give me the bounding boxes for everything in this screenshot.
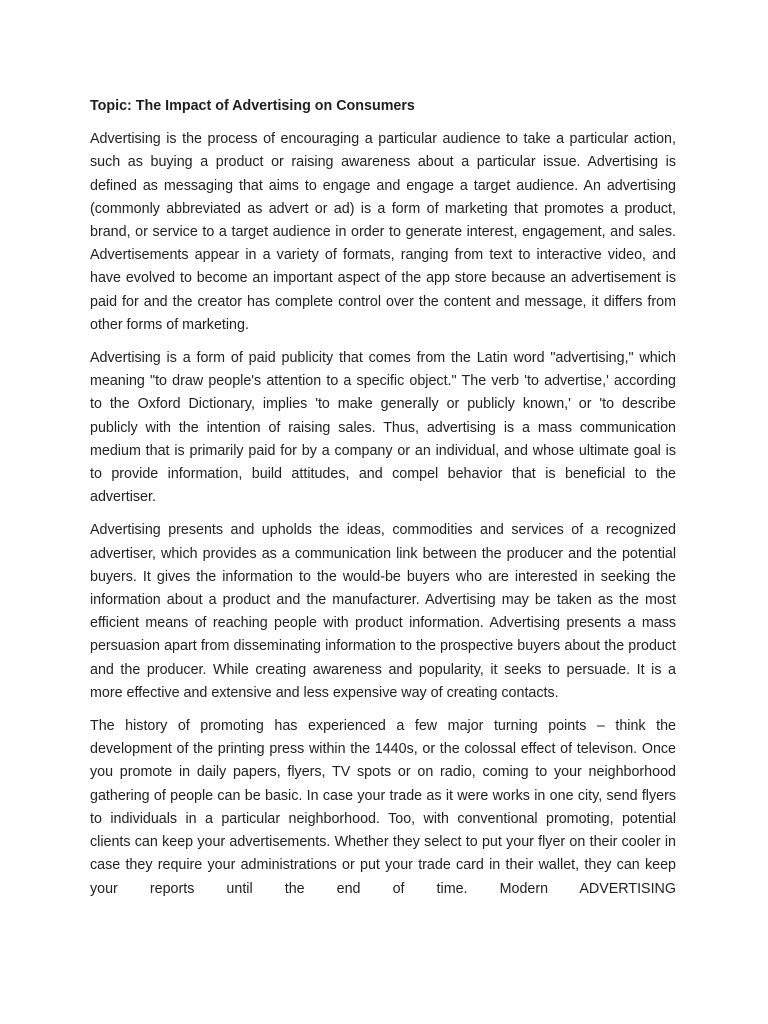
paragraph-1: Advertising is the process of encouraging a particular audience to take a particular action, such as buying a product or raising awareness about a particular issue. Advertising is defined as messaging that aims to engage and engage a target audience. An advertising (commonly abbreviated as advert or ad) is a form of marketing that promotes a product, brand, or service to a target audience in order to generate interest, engagement, and sales. Advertisements appear in a variety of formats, ranging from text to interactive video, and have evolved to become an important aspect of the app store because an advertisement is paid for and the creator has complete control over the content and message, it differs from other forms of marketing. <box>90 131 676 333</box>
paragraph-2: Advertising is a form of paid publicity that comes from the Latin word "advertising," which meaning "to draw people's attention to a specific object." The verb 'to advertise,' according to the Oxford Dictionary, implies 'to make generally or publicly known,' or 'to describe publicly with the intention of raising sales. Thus, advertising is a mass communication medium that is primarily paid for by a company or an individual, and whose ultimate goal is to provide information, build attitudes, and compel behavior that is beneficial to the advertiser. <box>90 350 676 506</box>
paragraph-3: Advertising presents and upholds the ideas, commodities and services of a recognized advertiser, which provides as a communication link between the producer and the potential buyers. It gives the information to the would-be buyers who are interested in seeking the information about a product and the manufacturer. Advertising may be taken as the most efficient means of reaching people with product information. Advertising presents a mass persuasion apart from disseminating information to the prospective buyers about the product and the producer. While creating awareness and popularity, it seeks to persuade. It is a more effective and extensive and less expensive way of creating contacts. <box>90 522 676 701</box>
document-body <box>90 95 676 911</box>
paragraph-4: The history of promoting has experienced a few major turning points – think the development of the printing press within the 1440s, or the colossal effect of televison. Once you promote in daily papers, flyers, TV spots or on radio, coming to your neighborhood gathering of people can be basic. In case your trade as it were works in one city, send flyers to individuals in a particular neighborhood. Too, with conventional promoting, potential clients can keep your advertisements. Whether they select to put your flyer on their cooler in case they require your administrations or put your trade card in their wallet, they can keep your reports until the end of time. Modern ADVERTISING <box>90 718 676 897</box>
document-title: Topic: The Impact of Advertising on Consumers <box>90 98 415 114</box>
